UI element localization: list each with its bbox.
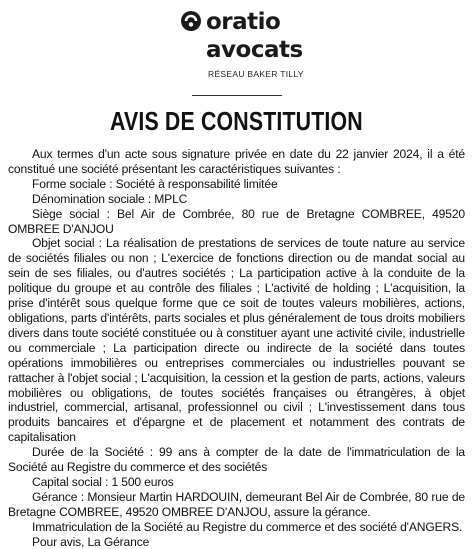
logo-wordmark-oratio: oratio — [206, 9, 281, 35]
oratio-logo-mark-icon — [180, 10, 202, 32]
notice-intro: Aux termes d'un acte sous signature privée en date du 22 janvier 2024, il a été constitué une société présentant les caractéristiques suivantes : — [8, 147, 465, 176]
notice-registered-office: Siège social : Bel Air de Combrée, 80 rue de Bretagne COMBREE, 49520 OMBREE D'ANJOU — [8, 206, 465, 236]
notice-company-name: Dénomination sociale : MPLC — [32, 191, 188, 206]
logo-wordmark-avocats: avocats — [206, 37, 303, 63]
notice-body — [8, 147, 465, 549]
notice-corporate-purpose: Objet social : La réalisation de prestations de services de toute nature au service de sociétés filiales ou non ; L'exercice de fonctions direction ou de mandat social au sein de ses filiales, ou d'autres sociétés ; La participation active à la conduite de la politique du groupe et au contrôle des filiales ; L'activité de holding ; L'acquisition, la prise d'intérêt sous quelque forme que ce soit de toutes valeurs mobilières, actions, obligations, parts d'intérêts, parts sociales et plus généralement de tous droits mobiliers divers dans toute société constituée ou à constituer ayant une activité civile, industrielle ou commerciale ; La participation directe ou indirecte de la société dans toutes opérations immobilières ou entreprises commerciales ou industrielles pouvant se rattacher à l'objet social ; L'acquisition, la cession et la gestion de parts, actions, valeurs mobilières ou obligations, de toutes sociétés françaises ou étrangères, à objet industriel, commercial, artisanal, professionnel ou civil ; L'investissement dans tous produits bancaires et d'épargne et de placement et notamment des contrats de capitalisation — [8, 236, 465, 445]
notice-share-capital: Capital social : 1 500 euros — [32, 474, 174, 489]
notice-signature: Pour avis, La Gérance — [32, 534, 150, 549]
oratio-avocats-logo — [178, 6, 308, 86]
heading-divider — [192, 95, 282, 96]
notice-duration: Durée de la Société : 99 ans à compter de la date de l'immatriculation de la Société au Registre du commerce et des sociétés — [8, 445, 465, 475]
notice-legal-form: Forme sociale : Société à responsabilité limitée — [32, 176, 278, 191]
notice-management: Gérance : Monsieur Martin HARDOUIN, demeurant Bel Air de Combrée, 80 rue de Bretagne COMBREE, 49520 OMBREE D'ANJOU, assure la gérance. — [8, 489, 465, 519]
notice-registration: Immatriculation de la Société au Registre du commerce et des société d'ANGERS. — [32, 519, 463, 534]
notice-heading: AVIS DE CONSTITUTION — [110, 106, 363, 136]
logo-network-tagline: RÉSEAU BAKER TILLY — [208, 69, 304, 79]
